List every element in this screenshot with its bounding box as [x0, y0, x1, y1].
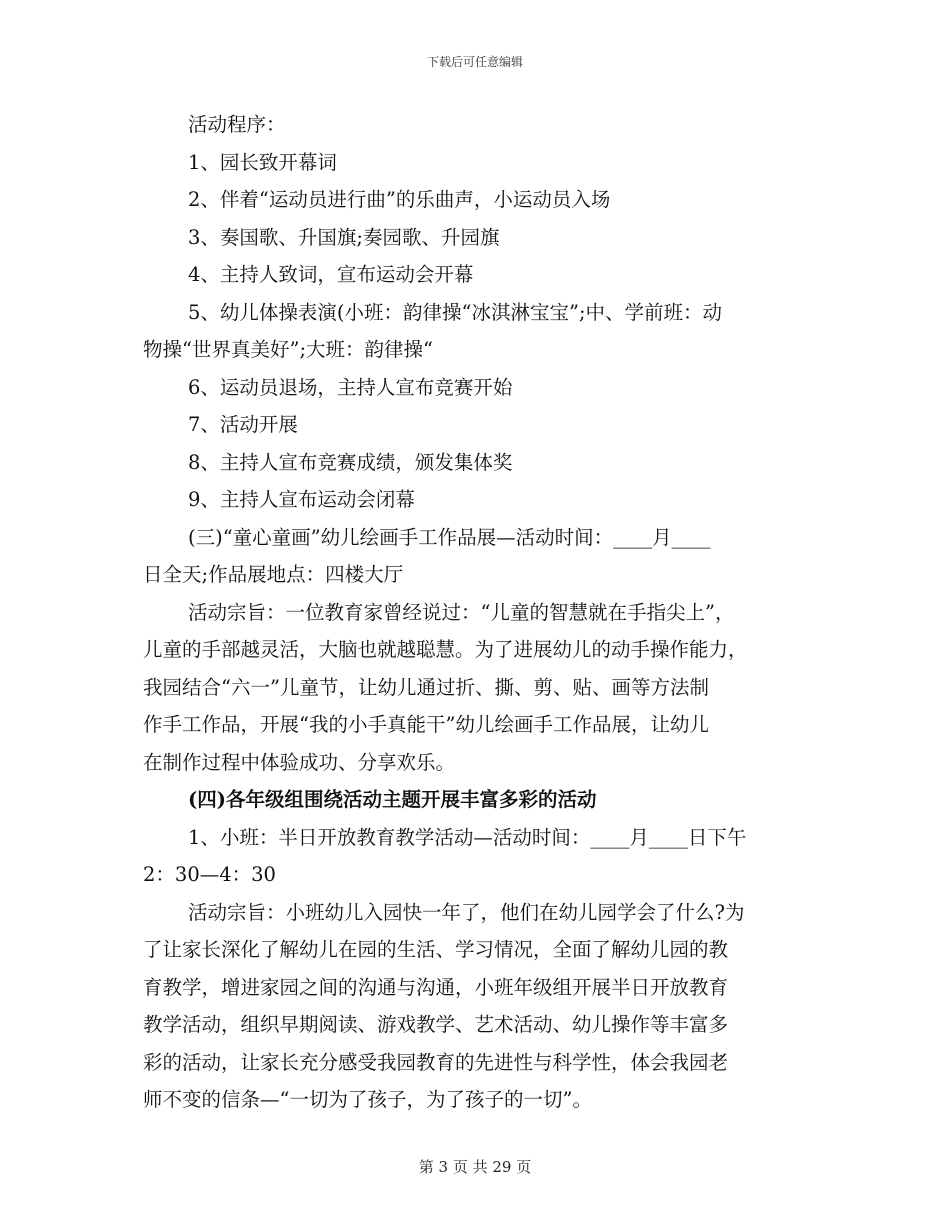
text-line: 物操“世界真美好”;大班：韵律操“ [143, 338, 433, 361]
text-line: 育教学，增进家园之间的沟通与沟通，小班年级组开展半日开放教育 [143, 975, 729, 999]
list-item: 5、幼儿体操表演(小班：韵律操“冰淇淋宝宝”;中、学前班：动 [188, 300, 723, 324]
text-line: 日全天;作品展地点：四楼大厅 [143, 563, 404, 586]
text-line: 了让家长深化了解幼儿在园的生活、学习情况，全面了解幼儿园的教 [143, 938, 729, 961]
text-line: 儿童的手部越灵活，大脑也就越聪慧。为了进展幼儿的动手操作能力， [143, 638, 748, 661]
document-body [143, 106, 808, 1119]
list-item: 2、伴着“运动员进行曲”的乐曲声，小运动员入场 [188, 188, 611, 211]
list-item: 1、园长致开幕词 [188, 150, 337, 174]
list-item: 8、主持人宣布竞赛成绩，颁发集体奖 [188, 450, 513, 474]
text-line: 活动宗旨：小班幼儿入园快一年了，他们在幼儿园学会了什么?为 [188, 900, 745, 924]
list-item: 9、主持人宣布运动会闭幕 [188, 488, 415, 511]
text-line: 师不变的信条—“一切为了孩子，为了孩子的一切”。 [143, 1088, 592, 1111]
text-line: 作手工作品，开展“我的小手真能干”幼儿绘画手工作品展，让幼儿 [143, 713, 709, 736]
text-line: 彩的活动，让家长充分感受我园教育的先进性与科学性，体会我园老 [143, 1050, 729, 1074]
text-line: 我园结合“六一”儿童节，让幼儿通过折、撕、剪、贴、画等方法制 [143, 675, 709, 699]
list-item: 1、小班：半日开放教育教学活动—活动时间：____月____日下午 [188, 825, 747, 849]
list-item: 4、主持人致词，宣布运动会开幕 [188, 263, 474, 286]
text-line: 教学活动，组织早期阅读、游戏教学、艺术活动、幼儿操作等丰富多 [143, 1013, 729, 1036]
section-line: (三)“童心童画”幼儿绘画手工作品展—活动时间：____月____ [188, 525, 711, 549]
text-line: 在制作过程中体验成功、分享欢乐。 [143, 750, 456, 774]
section-heading: (四)各年级组围绕活动主题开展丰富多彩的活动 [188, 788, 597, 811]
list-item: 7、活动开展 [188, 413, 298, 436]
text-line: 活动程序： [188, 113, 286, 136]
list-item: 3、奏国歌、升国旗;奏园歌、升园旗 [188, 225, 500, 249]
page-header: 下载后可任意编辑 [426, 55, 523, 69]
page-footer: 第 3 页 共 29 页 [418, 1158, 532, 1176]
list-item: 6、运动员退场，主持人宣布竞赛开始 [188, 375, 513, 399]
text-line: 2：30—4：30 [143, 863, 276, 886]
text-line: 活动宗旨：一位教育家曾经说过：“儿童的智慧就在手指尖上”， [188, 600, 735, 624]
